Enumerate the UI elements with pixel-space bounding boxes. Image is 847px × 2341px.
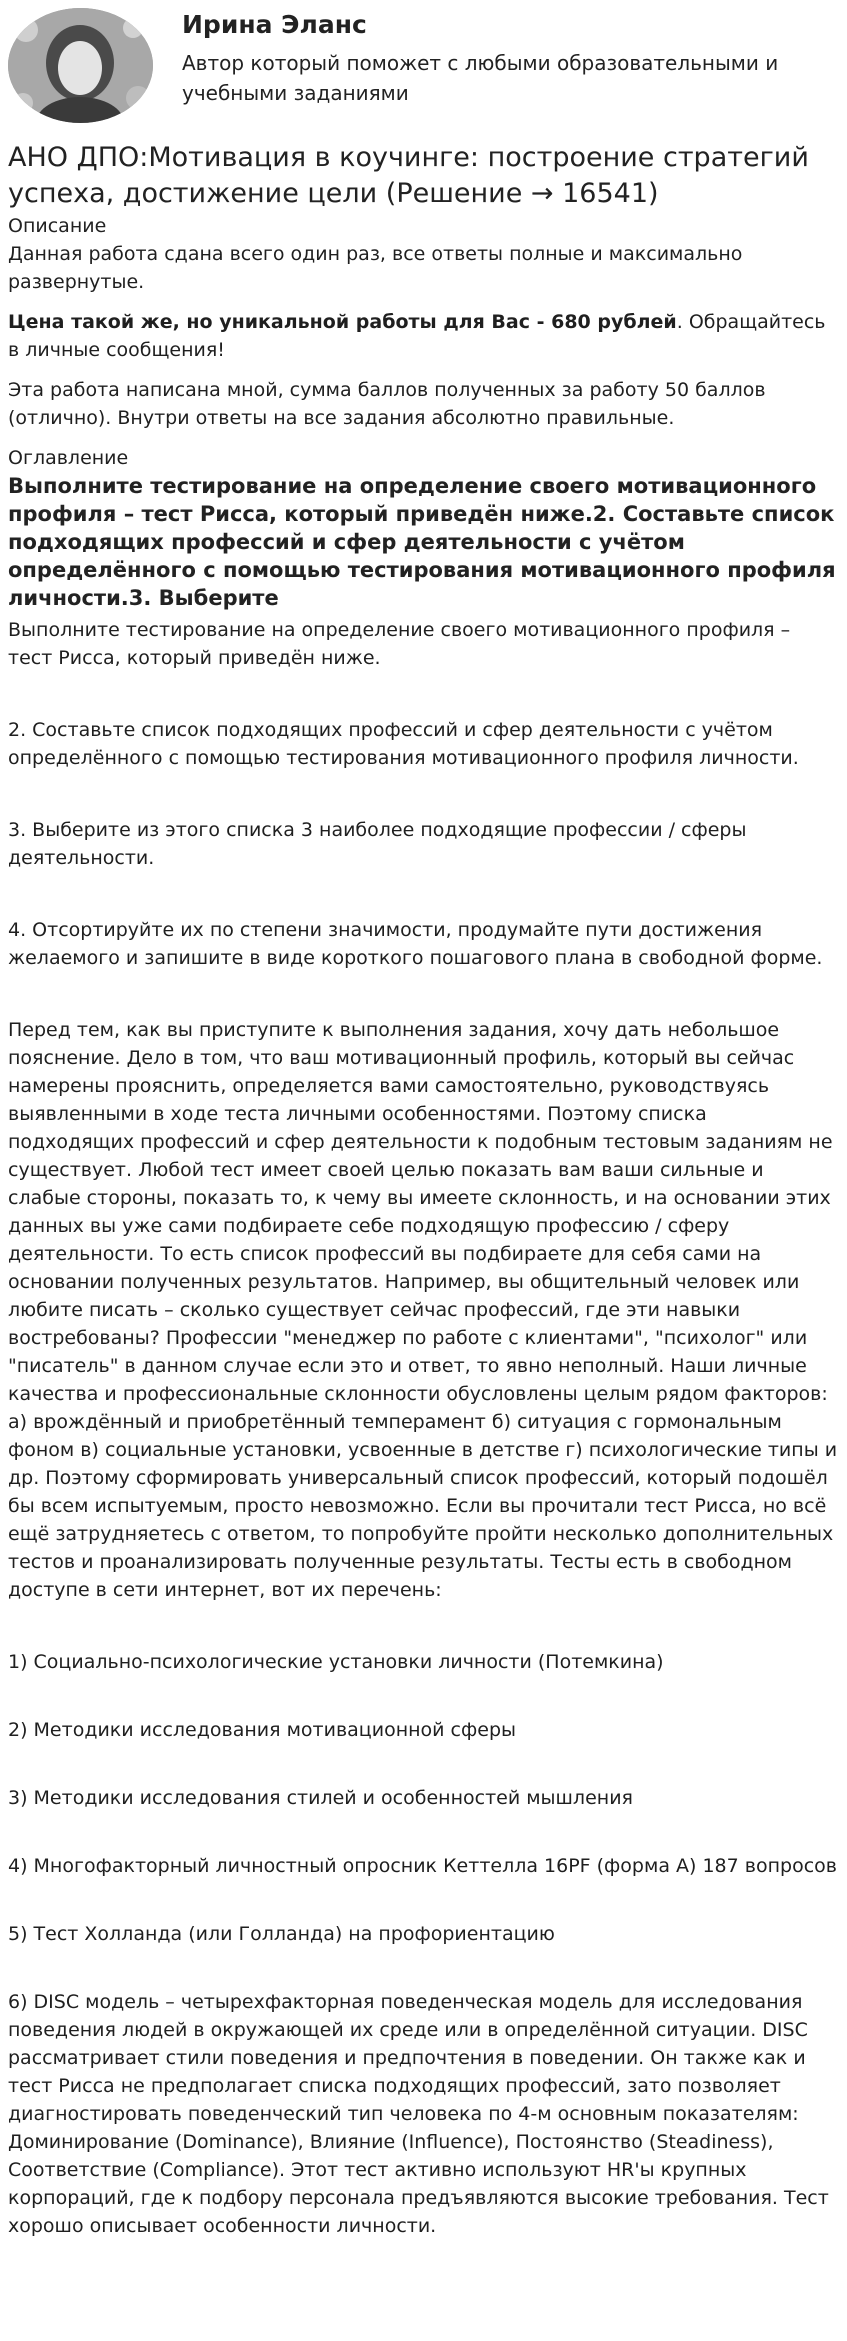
body-paragraph-3: 3. Выберите из этого списка 3 наиболее подходящие профессии / сферы деятельности. (8, 819, 747, 869)
list-item-3: 3) Методики исследования стилей и особенностей мышления (8, 1787, 633, 1809)
author-header (0, 0, 847, 140)
price-bold: Цена такой же, но уникальной работы для Вас - 680 рублей (8, 311, 677, 333)
user-avatar-photo-icon (8, 8, 153, 123)
about-text: Эта работа написана мной, сумма баллов полученных за работу 50 баллов (отлично). Внутри ответы на все задания абсолютно правильные. (8, 379, 766, 429)
toc-heading[interactable]: Выполните тестирование на определение своего мотивационного профиля – тест Рисса, который приведён ниже.2. Составьте список подходящих профессий и сфер деятельности с учётом определённого с помощью тестирования мотивационного профиля личности.3. Выберите (8, 474, 836, 610)
document-content (8, 140, 838, 2240)
description-text: Данная работа сдана всего один раз, все ответы полные и максимально развернутые. (8, 243, 743, 293)
price-rest: . Обращайтесь в личные сообщения! (8, 311, 826, 361)
list-item-1: 1) Социально-психологические установки личности (Потемкина) (8, 1651, 664, 1673)
page-title: АНО ДПО:Мотивация в коучинге: построение стратегий успеха, достижение цели (Решение → 16541) (8, 142, 809, 209)
avatar[interactable] (8, 8, 153, 123)
list-item-4: 4) Многофакторный личностный опросник Кеттелла 16PF (форма А) 187 вопросов (8, 1855, 837, 1877)
list-item-6: 6) DISC модель – четырехфакторная поведенческая модель для исследования поведения людей в окружающей их среде или в определённой ситуации. DISC рассматривает стили поведения и предпочтения в поведении. Он также как и тест Рисса не предполагает списка подходящих профессий, зато позволяет диагностировать поведенческий тип человека по 4-м основным показателям: Доминирование (Dominance), Влияние (Influence), Постоянство (Steadiness), Соответствие (Compliance). Этот тест активно используют HR'ы крупных корпораций, где к подбору персонала предъявляются высокие требования. Тест хорошо описывает особенности личности. (8, 1991, 829, 2237)
body-paragraph-1: Выполните тестирование на определение своего мотивационного профиля – тест Рисса, который приведён ниже. (8, 619, 791, 669)
body-paragraph-2: 2. Составьте список подходящих профессий и сфер деятельности с учётом определённого с помощью тестирования мотивационного профиля личности. (8, 719, 799, 769)
author-description: Автор который поможет с любыми образовательными и учебными заданиями (182, 51, 779, 105)
body-paragraph-5: Перед тем, как вы приступите к выполнения задания, хочу дать небольшое пояснение. Дело в том, что ваш мотивационный профиль, который вы сейчас намерены прояснить, определяется вами самостоятельно, руководствуясь выявленными в ходе теста личными особенностями. Поэтому списка подходящих профессий и сфер деятельности к подобным тестовым заданиям не существует. Любой тест имеет своей целью показать вам ваши сильные и слабые стороны, показать то, к чему вы имеете склонность, и на основании этих данных вы уже сами подбираете себе подходящую профессию / сферу деятельности. То есть список профессий вы подбираете для себя сами на основании полученных результатов. Например, вы общительный человек или любите писать – сколько существует сейчас профессий, где эти навыки востребованы? Профессии "менеджер по работе с клиентами", "психолог" или "писатель" в данном случае если это и ответ, то явно неполный. Наши личные качества и профессиональные склонности обусловлены целым рядом факторов: а) врождённый и приобретённый темперамент б) ситуация с гормональным фоном в) социальные установки, усвоенные в детстве г) психологические типы и др. Поэтому сформировать универсальный список профессий, который подошёл бы всем испытуемым, просто невозможно. Если вы прочитали тест Рисса, но всё ещё затрудняетесь с ответом, то попробуйте пройти несколько дополнительных тестов и проанализировать полученные результаты. Тесты есть в свободном доступе в сети интернет, вот их перечень: (8, 1019, 838, 1601)
toc-label: Оглавление (8, 447, 129, 469)
list-item-5: 5) Тест Холланда (или Голланда) на профориентацию (8, 1923, 555, 1945)
body-paragraph-4: 4. Отсортируйте их по степени значимости, продумайте пути достижения желаемого и запишите в виде короткого пошагового плана в свободной форме. (8, 919, 823, 969)
price-paragraph (8, 308, 838, 364)
author-name[interactable]: Ирина Эланс (182, 10, 367, 39)
list-item-2: 2) Методики исследования мотивационной сферы (8, 1719, 516, 1741)
description-label: Описание (8, 215, 107, 237)
